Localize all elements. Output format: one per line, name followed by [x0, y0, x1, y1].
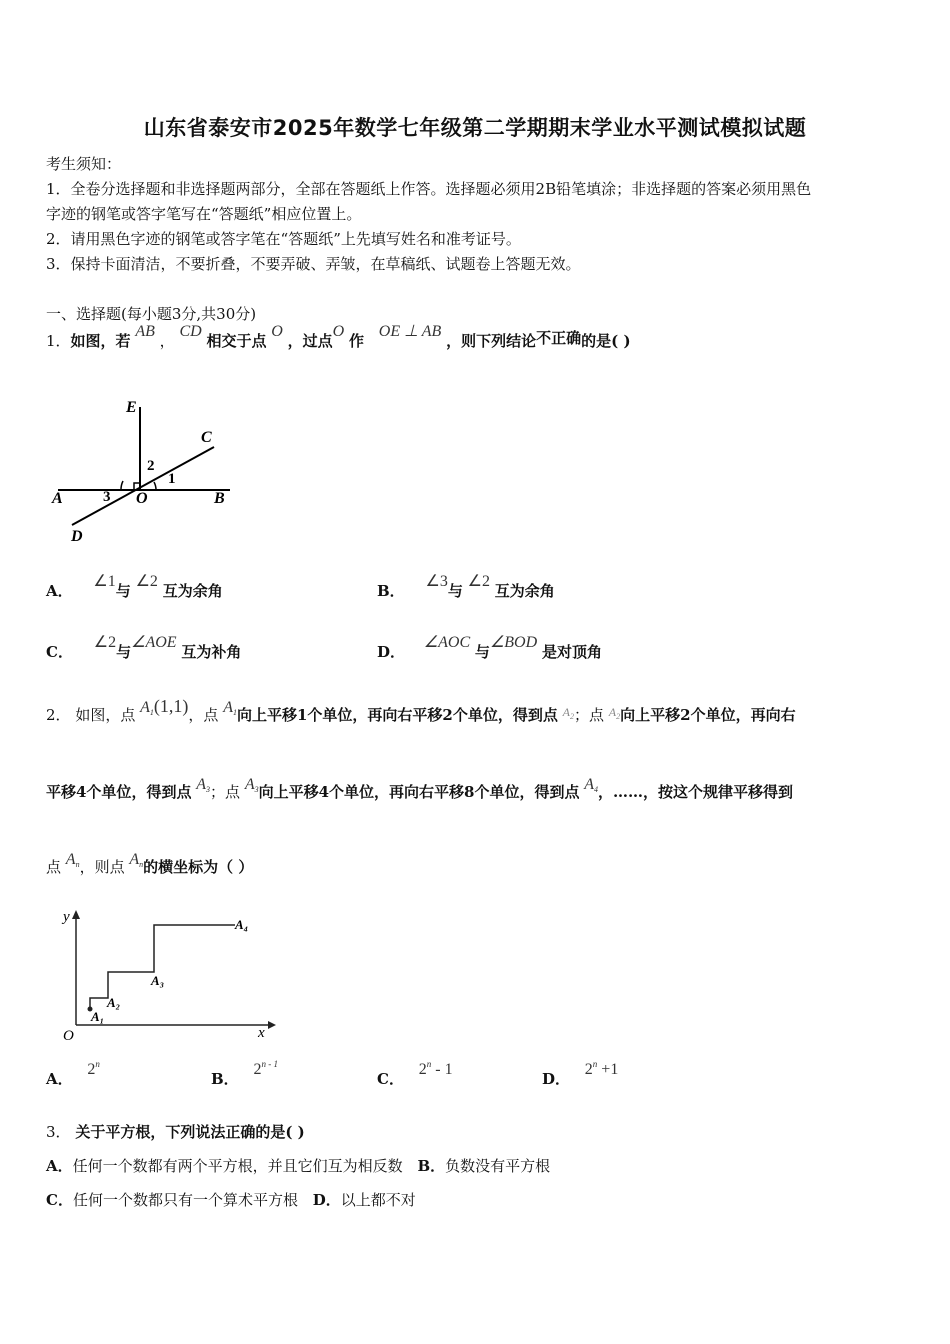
option-text: 与 [115, 582, 131, 600]
point-subscript: 1 [232, 708, 237, 717]
point-subscript: n [139, 860, 144, 869]
power-tail: +1 [597, 1061, 619, 1078]
option-text: 以上都不对 [340, 1191, 416, 1209]
label-c: C [201, 429, 212, 446]
option-label: C． [46, 643, 73, 661]
option-text: 与 [474, 643, 490, 661]
question-number: 1． [46, 332, 71, 350]
q1-text: ，过点 [287, 332, 333, 350]
q1-emphasis: 不正确 [536, 329, 582, 347]
q1-text: ，则下列结论 [446, 332, 537, 350]
q1-option-b[interactable] [377, 573, 555, 601]
option-math: ∠AOE [131, 634, 177, 651]
power-base: 2 [87, 1061, 96, 1078]
q1-text: 如图，若 [70, 332, 131, 350]
option-math: ∠3 [425, 573, 448, 590]
q1-option-d[interactable] [377, 634, 602, 662]
q1-text: 相交于点 [206, 332, 267, 350]
option-label: C． [377, 1070, 404, 1088]
q1-text: 作 [348, 332, 364, 350]
notice-item-1-line-2: 字迹的钢笔或答字笔写在“答题纸”相应位置上。 [46, 205, 362, 223]
math-point [563, 705, 574, 719]
label-angle-3: 3 [103, 489, 111, 505]
option-label: D． [542, 1070, 571, 1088]
math-point [584, 776, 598, 793]
point-letter: A [129, 851, 140, 868]
label-d: D [71, 528, 83, 545]
q3-options-row-1 [46, 1155, 550, 1176]
q1-comma: ， [159, 332, 175, 350]
option-label: B． [377, 582, 405, 600]
point-subscript: 4 [594, 785, 599, 794]
option-math: ∠1 [93, 573, 116, 590]
math-ab: AB [135, 323, 155, 340]
option-label: A． [46, 1157, 73, 1175]
power-base: 2 [418, 1061, 427, 1078]
option-label: A． [46, 582, 73, 600]
math-point [129, 851, 143, 868]
x-axis-arrow [268, 1021, 276, 1029]
notice-heading: 考生须知： [46, 155, 122, 173]
point-letter: A [140, 699, 150, 716]
label-e: E [126, 399, 137, 416]
option-text: 互为补角 [181, 643, 242, 661]
math-o: O [271, 323, 283, 340]
question-3-stem [46, 1121, 305, 1142]
figure-staircase-graph [55, 905, 285, 1045]
option-label: B． [417, 1157, 446, 1175]
q2-option-b[interactable] [211, 1059, 278, 1089]
origin-label: O [63, 1028, 74, 1044]
option-math: ∠2 [467, 573, 490, 590]
point-letter: A [223, 699, 233, 716]
point-letter: A [196, 776, 207, 793]
math-o: O [332, 323, 345, 340]
q2-text: ；点 [574, 706, 605, 724]
q1-option-a[interactable] [46, 573, 223, 601]
notice-item-1-line-1: 1．全卷分选择题和非选择题两部分，全部在答题纸上作答。选择题必须用2B铅笔填涂；非选择题的答案必须用黑色 [46, 180, 812, 198]
power-exponent: n [426, 1059, 432, 1069]
q2-text: 的横坐标为（ ） [143, 858, 254, 876]
option-label: A． [46, 1070, 73, 1088]
q3-option-c[interactable] [46, 1191, 298, 1209]
q3-option-a[interactable] [46, 1157, 403, 1175]
q3-options-row-2 [46, 1189, 416, 1210]
q2-text: ，则点 [79, 858, 125, 876]
math-point [196, 776, 210, 793]
axis-label-x: x [258, 1025, 265, 1041]
option-text: 互为余角 [162, 582, 223, 600]
option-math [253, 1061, 278, 1078]
label-b: B [214, 490, 225, 507]
option-text: 与 [116, 643, 132, 661]
point-subscript: 3 [206, 785, 211, 794]
question-1-stem [46, 323, 631, 351]
option-math: ∠2 [135, 573, 158, 590]
option-text: 与 [447, 582, 463, 600]
option-text: 是对顶角 [541, 643, 602, 661]
option-math: ∠AOC [423, 634, 471, 651]
power-base: 2 [253, 1061, 262, 1078]
point-subscript: 1 [149, 708, 154, 717]
question-number: 2． [46, 706, 71, 724]
math-point [609, 705, 620, 719]
notice-item-3: 3．保持卡面清洁，不要折叠，不要弄破、弄皱，在草稿纸、试题卷上答题无效。 [46, 255, 581, 273]
math-coord: (1,1) [153, 696, 189, 716]
option-math [87, 1061, 100, 1078]
option-label: B． [211, 1070, 239, 1088]
math-point [223, 699, 237, 716]
question-number: 3． [46, 1123, 71, 1141]
option-math [419, 1061, 453, 1078]
power-tail: - 1 [431, 1061, 453, 1078]
label-a2: A₂ [107, 995, 121, 1010]
option-label: C． [46, 1191, 73, 1209]
math-point [66, 851, 80, 868]
question-2-line-2 [46, 776, 794, 802]
label-a1: A₁ [91, 1009, 105, 1024]
point-letter: A [244, 776, 255, 793]
q2-option-c[interactable] [377, 1059, 453, 1089]
power-base: 2 [584, 1061, 593, 1078]
option-text: 负数没有平方根 [445, 1157, 551, 1175]
axis-label-y: y [63, 909, 70, 925]
q2-option-a[interactable] [46, 1059, 100, 1089]
q2-text: 向上平移4个单位，再向右平移8个单位，得到点 [258, 783, 580, 801]
q2-text: 平移4个单位，得到点 [46, 783, 192, 801]
q2-text: 向上平移1个单位，再向右平移2个单位，得到点 [236, 706, 558, 724]
point-letter: A [562, 705, 570, 719]
question-2-line-1 [46, 696, 796, 725]
q3-text: 关于平方根，下列说法正确的是( ) [75, 1123, 305, 1141]
notice-item-2: 2．请用黑色字迹的钢笔或答字笔在“答题纸”上先填写姓名和准考证号。 [46, 230, 521, 248]
q2-option-d[interactable] [542, 1059, 619, 1089]
q3-option-b[interactable] [417, 1157, 550, 1175]
point-subscript: 3 [254, 785, 259, 794]
q2-text: 点 [46, 858, 62, 876]
label-a4: A₄ [235, 917, 249, 932]
q2-text: ，点 [188, 706, 219, 724]
y-axis-arrow [72, 910, 80, 919]
point-letter: A [584, 776, 595, 793]
option-label: D． [377, 643, 406, 661]
figure-intersecting-lines [40, 390, 250, 550]
option-math [585, 1061, 619, 1078]
point-subscript: n [75, 860, 80, 869]
point-letter: A [608, 705, 617, 719]
power-exponent: n [592, 1059, 598, 1069]
q2-text: ，……，按这个规律平移得到 [598, 783, 794, 801]
q1-text: 的是( ) [581, 332, 631, 350]
math-point [140, 699, 154, 716]
label-angle-2: 2 [147, 458, 155, 474]
section-heading: 一、选择题(每小题3分,共30分) [46, 305, 257, 323]
point-letter: A [65, 851, 76, 868]
option-math: ∠BOD [489, 634, 538, 651]
page-title: 山东省泰安市2025年数学七年级第二学期期末学业水平测试模拟试题 [143, 116, 807, 140]
q2-text: ；点 [210, 783, 241, 801]
q3-option-d[interactable] [313, 1191, 416, 1209]
option-text: 互为余角 [494, 582, 555, 600]
option-label: D． [312, 1191, 341, 1209]
math-perp: OE ⊥ AB [378, 323, 442, 340]
label-a3: A₃ [151, 973, 165, 988]
q1-option-c[interactable] [46, 634, 242, 662]
line-cd [72, 447, 214, 525]
label-o: O [136, 490, 148, 507]
point-subscript: 2 [570, 712, 574, 721]
q2-text: 向上平移2个单位，再向右 [620, 706, 796, 724]
q2-text: 如图，点 [75, 706, 136, 724]
option-text: 任何一个数都有两个平方根，并且它们互为相反数 [72, 1157, 403, 1175]
angle-3-arc [121, 481, 123, 490]
math-cd: CD [179, 323, 202, 340]
label-a: A [52, 490, 63, 507]
question-2-line-3 [46, 851, 254, 877]
angle-1-arc [154, 482, 156, 490]
label-angle-1: 1 [168, 471, 176, 487]
option-text: 任何一个数都只有一个算术平方根 [72, 1191, 298, 1209]
point-subscript: 2 [616, 712, 621, 721]
math-point [245, 776, 259, 793]
power-exponent: n - 1 [261, 1059, 278, 1069]
option-math: ∠2 [93, 634, 117, 651]
power-exponent: n [95, 1059, 100, 1069]
